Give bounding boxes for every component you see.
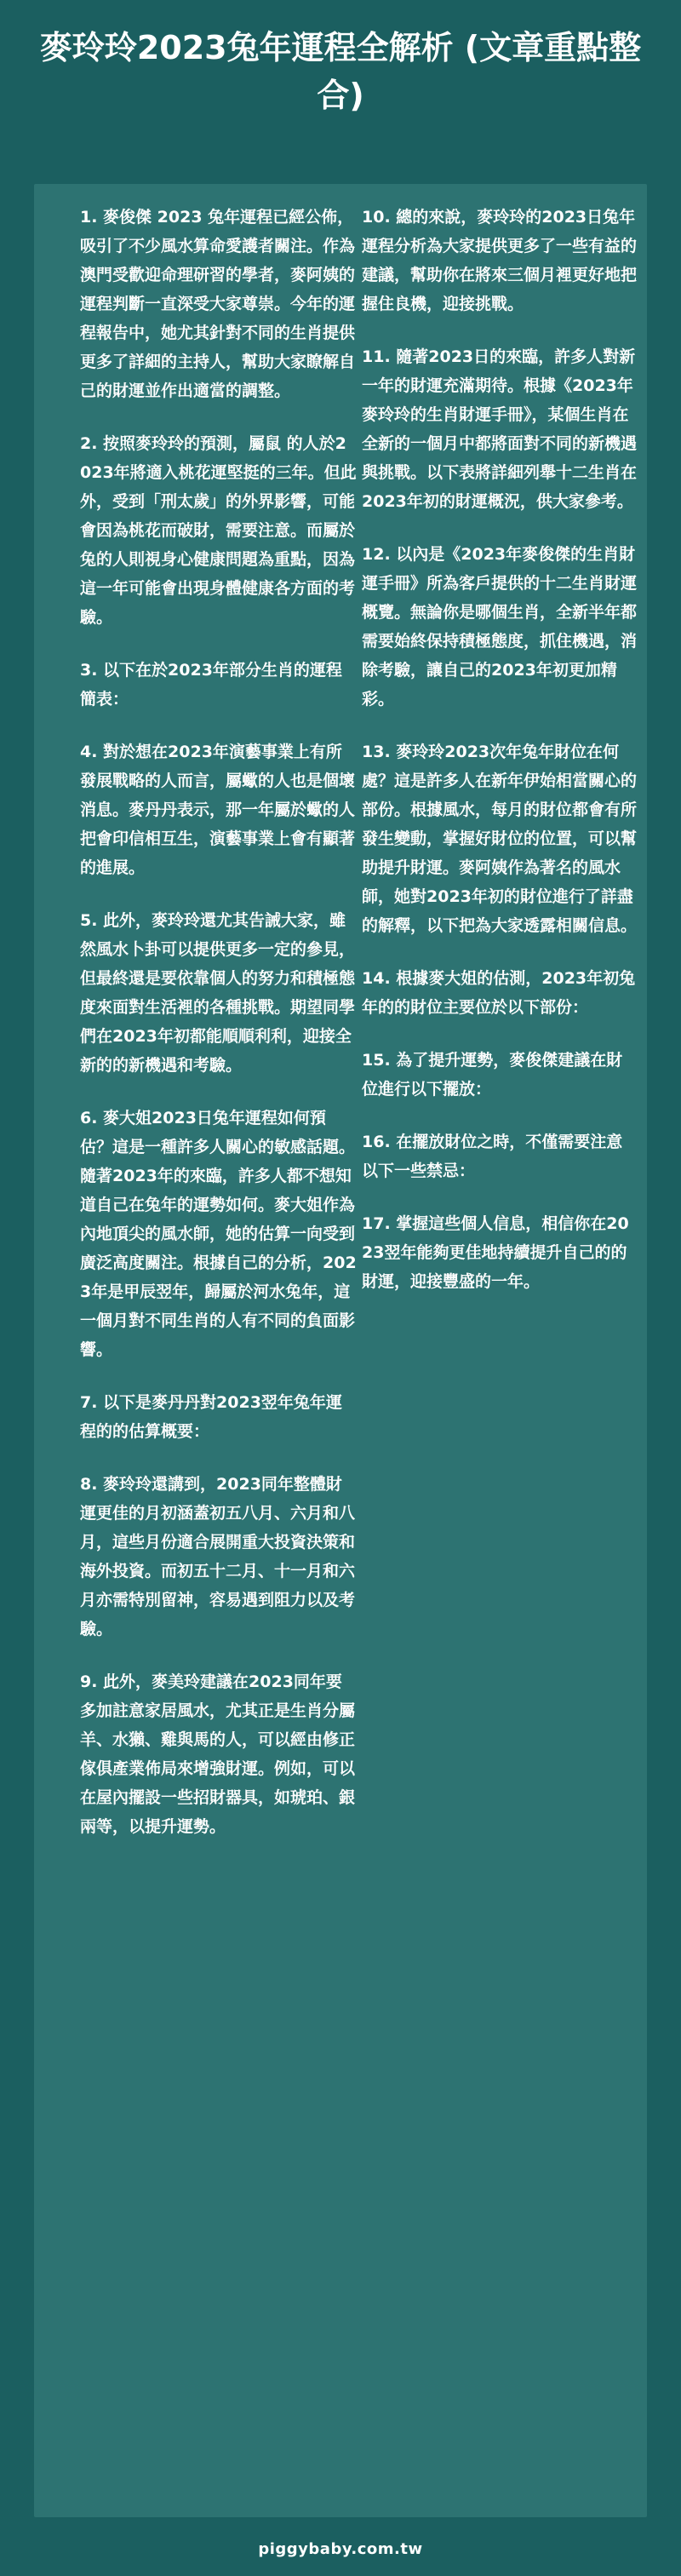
paragraph-2: 2. 按照麥玲玲的預測，屬鼠 的人於2023年將適入桃花運堅挺的三年。但此外，受到「刑太歲」的外界影響，可能會因為桃花而破財，需要注意。而屬於兔的人則視身心健康問題為重點，因為這一年可能會出現身體健康各方面的考驗。 — [80, 434, 357, 627]
footer-site-url: piggybaby.com.tw — [258, 2540, 423, 2558]
left-column — [80, 203, 357, 1865]
paragraph-6: 6. 麥大姐2023日兔年運程如何預估？這是一種許多人關心的敏感話題。隨著2023年的來臨，許多人都不想知道自己在兔年的運勢如何。麥大姐作為內地頂尖的風水師，她的估算一向受到廣泛高度關注。根據自己的分析，2023年是甲辰翌年，歸屬於河水兔年，這一個月對不同生肖的人有不同的負面影響。 — [80, 1109, 357, 1359]
paragraph-1: 1. 麥俊傑 2023 兔年運程已經公佈，吸引了不少風水算命愛護者關注。作為澳門受歡迎命理研習的學者，麥阿姨的運程判斷一直深受大家尊崇。今年的運程報告中，她尤其針對不同的生肖提供更多了詳細的主持人，幫助大家瞭解自己的財運並作出適當的調整。 — [80, 208, 356, 400]
paragraph-10: 10. 總的來說，麥玲玲的2023日兔年運程分析為大家提供更多了一些有益的建議，幫助你在將來三個月裡更好地把握住良機，迎接挑戰。 — [362, 208, 638, 313]
paragraph-15: 15. 為了提升運勢，麥俊傑建議在財位進行以下擺放： — [362, 1051, 623, 1099]
paragraph-4: 4. 對於想在2023年演藝事業上有所發展戰略的人而言，屬蠍的人也是個壞消息。麥丹丹表示，那一年屬於蠍的人把會印信相互生，演藝事業上會有顯著的進展。 — [80, 743, 356, 877]
paragraph-13: 13. 麥玲玲2023次年兔年財位在何處？這是許多人在新年伊始相當關心的部份。根據風水，每月的財位都會有所發生變動，掌握好財位的位置，可以幫助提升財運。麥阿姨作為著名的風水師，她對2023年初的財位進行了詳盡的解釋，以下把為大家透露相關信息。 — [362, 743, 638, 935]
paragraph-8: 8. 麥玲玲還講到，2023同年整體財運更佳的月初涵蓋初五八月、六月和八月，這些月份適合展開重大投資決策和海外投資。而初五十二月、十一月和六月亦需特別留神，容易遇到阻力以及考驗。 — [80, 1475, 356, 1638]
paragraph-11: 11. 隨著2023日的來臨，許多人對新一年的財運充滿期待。根據《2023年麥玲玲的生肖財運手冊》，某個生肖在全新的一個月中都將面對不同的新機遇與挑戰。以下表將詳細列舉十二生肖在2023年初的財運概況，供大家參考。 — [362, 347, 638, 511]
paragraph-17: 17. 掌握這些個人信息，相信你在2023翌年能夠更佳地持續提升自己的的財運，迎接豐盛的一年。 — [362, 1214, 629, 1291]
paragraph-3: 3. 以下在於2023年部分生肖的運程簡表： — [80, 661, 342, 709]
paragraph-7: 7. 以下是麥丹丹對2023翌年兔年運程的的估算概要： — [80, 1393, 342, 1441]
paragraph-9: 9. 此外，麥美玲建議在2023同年要多加註意家居風水，尤其正是生肖分屬羊、水獺、雞與馬的人，可以經由修正傢俱產業佈局來增強財運。例如，可以在屋內擺設一些招財器具，如琥珀、銀兩等，以提升運勢。 — [80, 1672, 356, 1836]
content-card — [34, 184, 647, 2517]
paragraph-14: 14. 根據麥大姐的估測，2023年初兔年的的財位主要位於以下部份： — [362, 969, 636, 1017]
paragraph-5: 5. 此外，麥玲玲還尤其告誡大家，雖然風水卜卦可以提供更多一定的參見，但最終還是要依靠個人的努力和積極態度來面對生活裡的各種挑戰。期望同學們在2023年初都能順順利利，迎接全新的的新機遇和考驗。 — [80, 911, 356, 1075]
paragraph-16: 16. 在擺放財位之時，不僅需要注意以下一些禁忌： — [362, 1133, 623, 1180]
page-title: 麥玲玲2023兔年運程全解析 (文章重點整合) — [39, 29, 642, 114]
paragraph-12: 12. 以內是《2023年麥俊傑的生肖財運手冊》所為客戶提供的十二生肖財運概覽。無論你是哪個生肖，全新半年都需要始終保持積極態度，抓住機遇，消除考驗，讓自己的2023年初更加精彩。 — [362, 545, 638, 709]
right-column — [362, 203, 638, 1320]
